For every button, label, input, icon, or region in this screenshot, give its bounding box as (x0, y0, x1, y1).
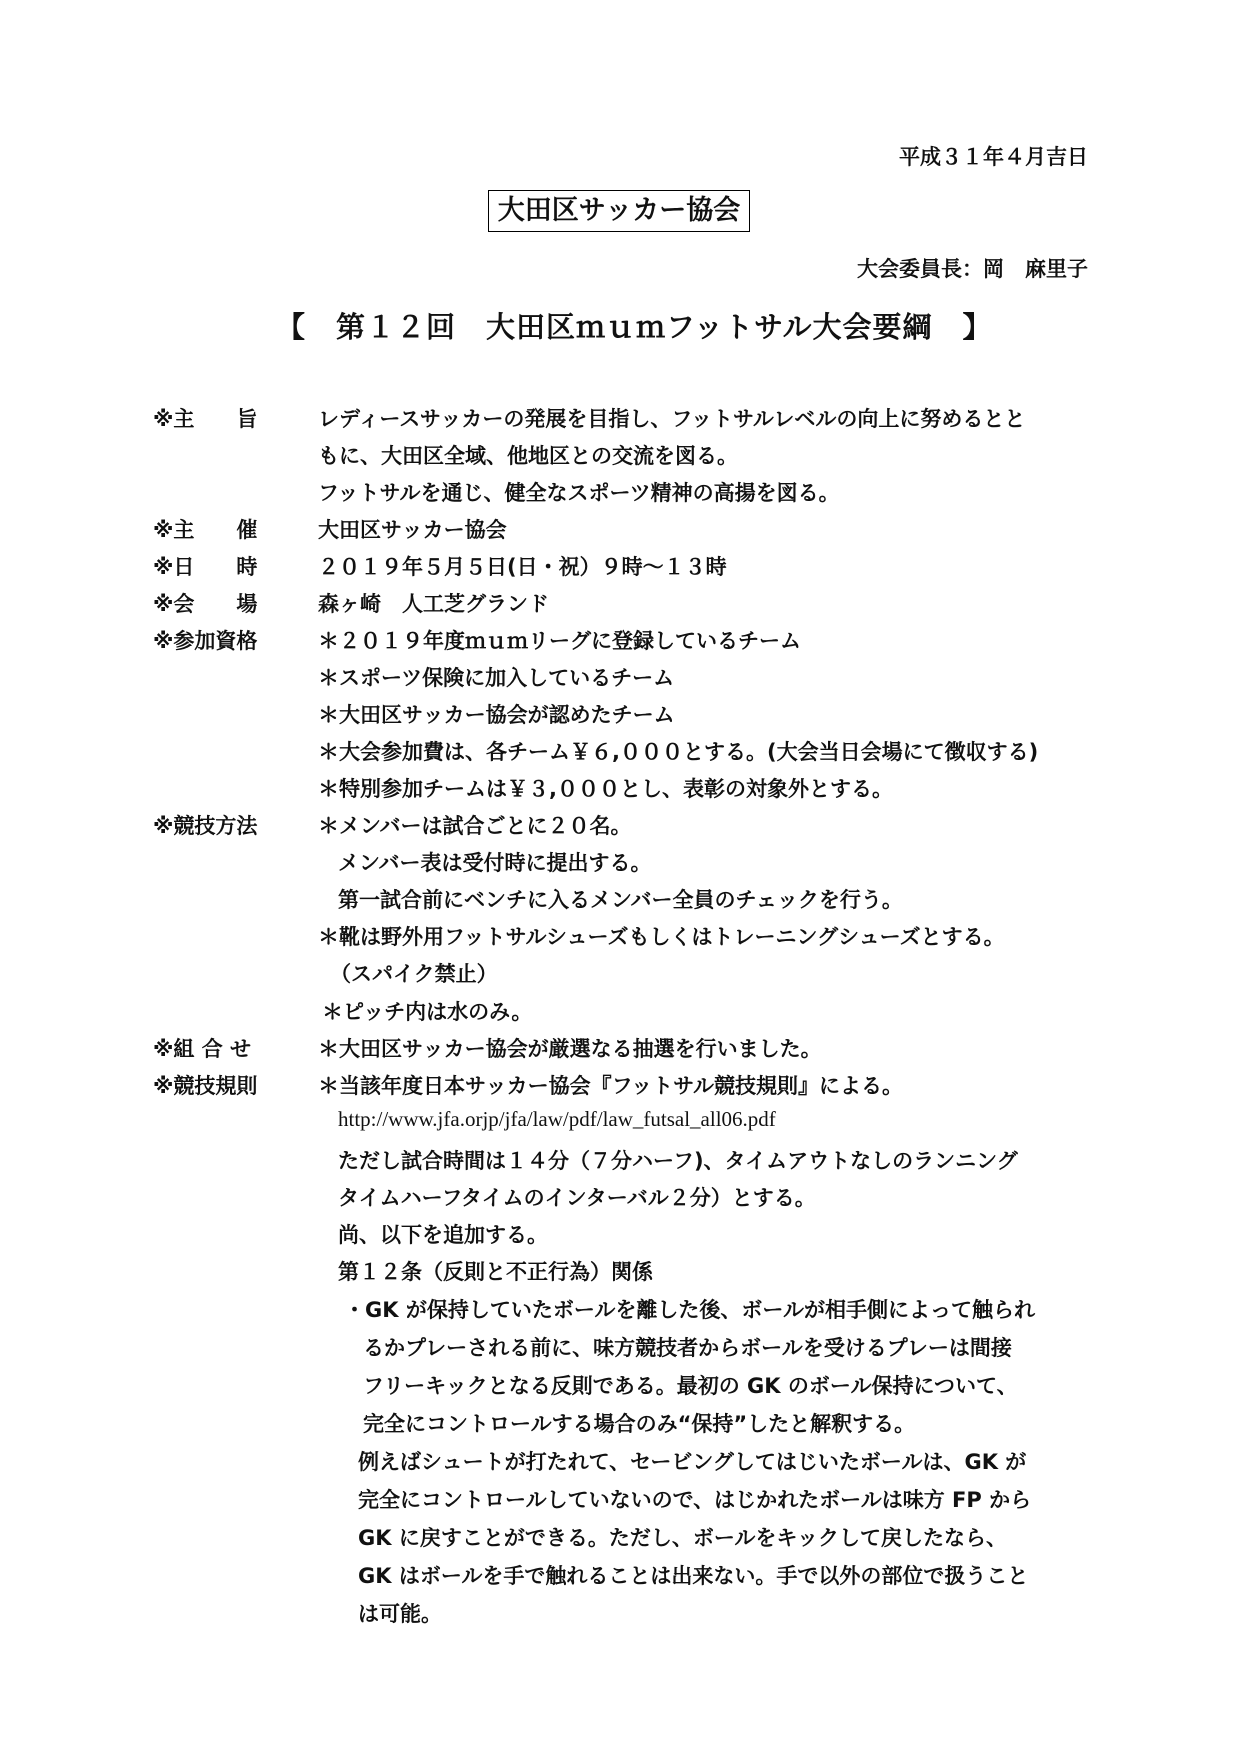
eligibility-line: ＊大田区サッカー協会が認めたチーム (318, 703, 675, 727)
method-line: ＊メンバーは試合ごとに２０名。 (318, 814, 632, 838)
rules-line: GK に戻すことができる。ただし、ボールをキックして戻したなら、 (358, 1526, 1007, 1550)
rules-line: ただし試合時間は１４分（７分ハーフ)、タイムアウトなしのランニング (338, 1149, 1018, 1173)
eligibility-line: ＊スポーツ保険に加入しているチーム (318, 666, 675, 690)
method-line: メンバー表は受付時に提出する。 (338, 851, 652, 875)
method-line: （スパイク禁止） (330, 962, 498, 986)
rules-line: は可能。 (358, 1602, 442, 1626)
host-label: ※主 催 (153, 518, 258, 542)
rules-line: 完全にコントロールする場合のみ“保持”したと解釈する。 (363, 1412, 916, 1436)
rules-line: タイムハーフタイムのインターバル２分）とする。 (338, 1186, 816, 1210)
rules-line: GK はボールを手で触れることは出来ない。手で以外の部位で扱うこと (358, 1564, 1029, 1588)
method-label: ※競技方法 (153, 814, 258, 838)
purpose-line: もに、大田区全域、他地区との交流を図る。 (318, 444, 738, 468)
document-title: 【 第１２回 大田区ｍｕｍフットサル大会要綱 】 (276, 310, 993, 344)
rules-line: 尚、以下を追加する。 (338, 1223, 548, 1247)
purpose-label: ※主 旨 (153, 407, 258, 431)
purpose-line: レディースサッカーの発展を目指し、フットサルレベルの向上に努めるとと (318, 407, 1026, 431)
host-text: 大田区サッカー協会 (318, 518, 507, 542)
rules-line: ・GK が保持していたボールを離した後、ボールが相手側によって触られ (344, 1298, 1035, 1322)
organization-box: 大田区サッカー協会 (488, 190, 750, 232)
eligibility-label: ※参加資格 (153, 629, 258, 653)
draw-text: ＊大田区サッカー協会が厳選なる抽選を行いました。 (318, 1037, 822, 1061)
purpose-line: フットサルを通じ、健全なスポーツ精神の高揚を図る。 (318, 481, 840, 505)
rules-url[interactable]: http://www.jfa.orjp/jfa/law/pdf/law_futsal_all06.pdf (338, 1107, 776, 1131)
eligibility-line: ＊２０１９年度ｍｕｍリーグに登録しているチーム (318, 629, 801, 653)
issue-date: 平成３１年４月吉日 (899, 145, 1088, 169)
datetime-text: ２０１９年５月５日(日・祝）９時～１３時 (318, 555, 727, 579)
rules-line: フリーキックとなる反則である。最初の GK のボール保持について、 (363, 1374, 1018, 1398)
rules-line: 完全にコントロールしていないので、はじかれたボールは味方 FP から (358, 1488, 1032, 1512)
rules-label: ※競技規則 (153, 1074, 258, 1098)
rules-line: ＊当該年度日本サッカー協会『フットサル競技規則』による。 (318, 1074, 904, 1098)
venue-label: ※会 場 (153, 592, 258, 616)
rules-line: 例えばシュートが打たれて、セービングしてはじいたボールは、GK が (358, 1450, 1027, 1474)
venue-text: 森ヶ崎 人工芝グランド (318, 592, 549, 616)
eligibility-line: ＊大会参加費は、各チーム￥６,０００とする。(大会当日会場にて徴収する) (318, 740, 1039, 764)
method-line: ＊ピッチ内は水のみ。 (322, 1000, 533, 1024)
datetime-label: ※日 時 (153, 555, 258, 579)
tournament-chairman: 大会委員長：岡 麻里子 (857, 257, 1088, 281)
eligibility-line: ＊特別参加チームは￥３,０００とし、表彰の対象外とする。 (318, 777, 893, 801)
rules-line: るかプレーされる前に、味方競技者からボールを受けるプレーは間接 (363, 1336, 1012, 1360)
rules-line: 第１２条（反則と不正行為）関係 (338, 1260, 653, 1284)
draw-label: ※組 合 せ (153, 1037, 252, 1061)
method-line: 第一試合前にベンチに入るメンバー全員のチェックを行う。 (338, 888, 903, 912)
method-line: ＊靴は野外用フットサルシューズもしくはトレーニングシューズとする。 (318, 925, 1005, 949)
